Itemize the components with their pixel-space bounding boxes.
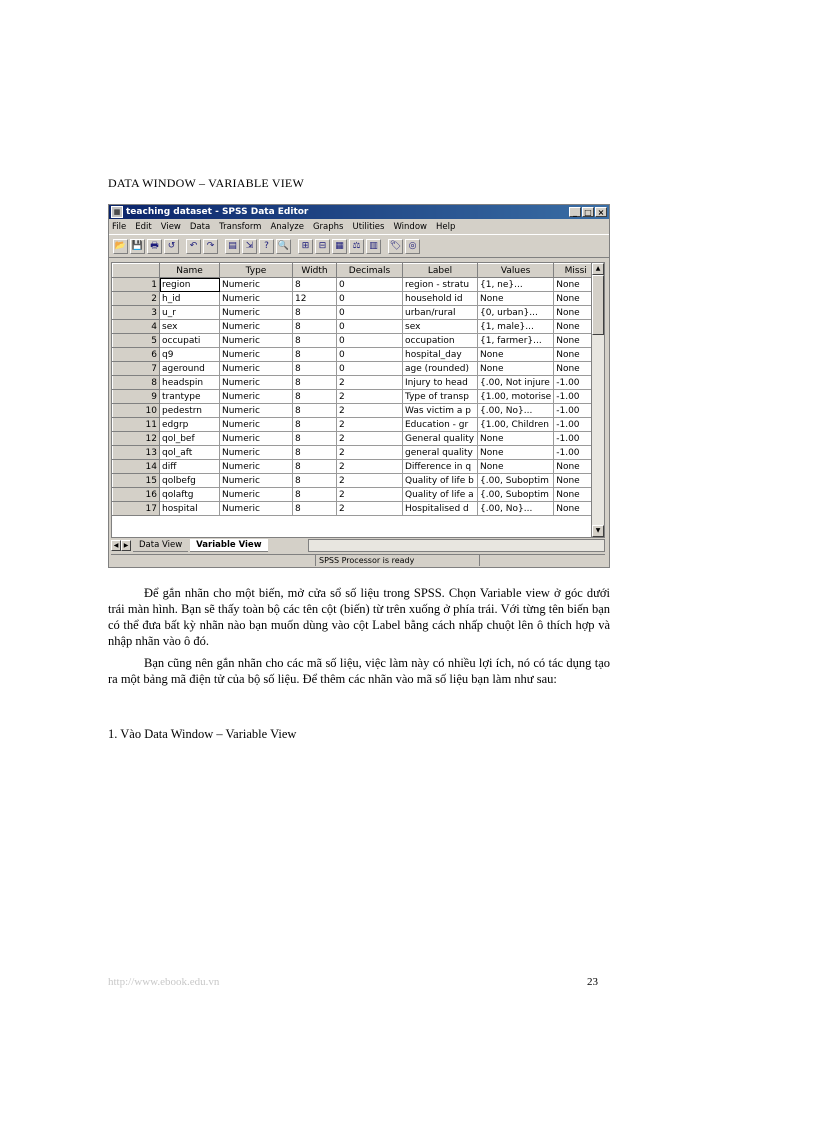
insert-variable-icon[interactable]: ⊟	[315, 239, 330, 254]
row-number[interactable]: 4	[113, 320, 160, 334]
cell-width[interactable]: 8	[293, 306, 337, 320]
cell-name[interactable]: diff	[160, 460, 220, 474]
cell-name[interactable]: qolbefg	[160, 474, 220, 488]
cell-width[interactable]: 8	[293, 404, 337, 418]
menu-edit[interactable]: Edit	[135, 221, 152, 232]
cell-type[interactable]: Numeric	[220, 278, 293, 292]
menubar	[109, 219, 609, 234]
menu-utilities[interactable]: Utilities	[352, 221, 385, 232]
menu-graphs[interactable]: Graphs	[312, 221, 344, 232]
cell-missing[interactable]: -1.00	[554, 432, 598, 446]
cell-missing[interactable]: -1.00	[554, 446, 598, 460]
cell-type[interactable]: Numeric	[220, 502, 293, 516]
redo-icon[interactable]: ↷	[203, 239, 218, 254]
tab-variable-view[interactable]: Variable View	[190, 539, 267, 552]
row-number[interactable]: 15	[113, 474, 160, 488]
cell-name[interactable]: edgrp	[160, 418, 220, 432]
column-header-type[interactable]: Type	[220, 264, 293, 278]
cell-values[interactable]: {.00, No}...	[478, 502, 554, 516]
cell-missing[interactable]: None	[554, 474, 598, 488]
cell-type[interactable]: Numeric	[220, 488, 293, 502]
cell-type[interactable]: Numeric	[220, 460, 293, 474]
paragraph-label-codes: Bạn cũng nên gắn nhãn cho các mã số liệu, việc làm này có nhiều lợi ích, nó có tác dụng tạo ra một bảng mã điện tử của bộ số liệu. Để thêm các nhãn vào mã số liệu bạn làm như sau:	[108, 656, 610, 686]
cell-label[interactable]: occupation	[403, 334, 478, 348]
page-number: 23	[587, 976, 598, 988]
table-row	[113, 418, 598, 432]
cell-width[interactable]: 8	[293, 278, 337, 292]
row-number[interactable]: 14	[113, 460, 160, 474]
cell-type[interactable]: Numeric	[220, 432, 293, 446]
cell-missing[interactable]: None	[554, 502, 598, 516]
table-row	[113, 404, 598, 418]
table-row	[113, 474, 598, 488]
use-sets-icon[interactable]: ◎	[405, 239, 420, 254]
cell-decimals[interactable]: 0	[337, 362, 403, 376]
row-number[interactable]: 5	[113, 334, 160, 348]
cell-label[interactable]: General quality	[403, 432, 478, 446]
cell-missing[interactable]: None	[554, 278, 598, 292]
maximize-button[interactable]: □	[582, 207, 594, 217]
cell-label[interactable]: Education - gr	[403, 418, 478, 432]
row-number[interactable]: 16	[113, 488, 160, 502]
tab-prev-icon[interactable]: ◀	[111, 540, 121, 551]
table-row	[113, 362, 598, 376]
cell-type[interactable]: Numeric	[220, 320, 293, 334]
cell-values[interactable]: {.00, No}...	[478, 404, 554, 418]
cell-width[interactable]: 8	[293, 446, 337, 460]
cell-width[interactable]: 8	[293, 348, 337, 362]
cell-type[interactable]: Numeric	[220, 362, 293, 376]
cell-type[interactable]: Numeric	[220, 404, 293, 418]
close-button[interactable]: ×	[595, 207, 607, 217]
minimize-button[interactable]: _	[569, 207, 581, 217]
cell-missing[interactable]: -1.00	[554, 418, 598, 432]
cell-name[interactable]: qol_aft	[160, 446, 220, 460]
undo-icon[interactable]: ↶	[186, 239, 201, 254]
cell-type[interactable]: Numeric	[220, 348, 293, 362]
cell-width[interactable]: 8	[293, 362, 337, 376]
menu-help[interactable]: Help	[435, 221, 456, 232]
cell-label[interactable]: region - stratu	[403, 278, 478, 292]
status-text: SPSS Processor is ready	[315, 555, 480, 566]
menu-window[interactable]: Window	[393, 221, 427, 232]
cell-decimals[interactable]: 0	[337, 320, 403, 334]
select-cases-icon[interactable]: ▥	[366, 239, 381, 254]
row-number[interactable]: 17	[113, 502, 160, 516]
row-number[interactable]: 6	[113, 348, 160, 362]
cell-name[interactable]: headspin	[160, 376, 220, 390]
cell-label[interactable]: age (rounded)	[403, 362, 478, 376]
cell-decimals[interactable]: 0	[337, 348, 403, 362]
variables-icon[interactable]: ?	[259, 239, 274, 254]
open-icon[interactable]: 📂	[113, 239, 128, 254]
cell-label[interactable]: Was victim a p	[403, 404, 478, 418]
cell-type[interactable]: Numeric	[220, 474, 293, 488]
variable-grid	[111, 262, 605, 538]
table-row	[113, 488, 598, 502]
cell-values[interactable]: {1.00, Children	[478, 418, 554, 432]
column-header-label[interactable]: Label	[403, 264, 478, 278]
menu-analyze[interactable]: Analyze	[270, 221, 304, 232]
cell-width[interactable]: 8	[293, 320, 337, 334]
cell-values[interactable]: {.00, Suboptim	[478, 488, 554, 502]
cell-values[interactable]: None	[478, 362, 554, 376]
cell-width[interactable]: 8	[293, 432, 337, 446]
cell-values[interactable]: None	[478, 292, 554, 306]
goto-chart-icon[interactable]: ▤	[225, 239, 240, 254]
table-row	[113, 278, 598, 292]
cell-decimals[interactable]: 2	[337, 446, 403, 460]
cell-label[interactable]: Hospitalised d	[403, 502, 478, 516]
menu-data[interactable]: Data	[189, 221, 211, 232]
cell-type[interactable]: Numeric	[220, 376, 293, 390]
row-number[interactable]: 7	[113, 362, 160, 376]
menu-file[interactable]: File	[112, 221, 127, 232]
cell-name[interactable]: ageround	[160, 362, 220, 376]
spss-data-editor-window	[108, 204, 610, 568]
cell-name[interactable]: sex	[160, 320, 220, 334]
cell-decimals[interactable]: 2	[337, 404, 403, 418]
goto-case-icon[interactable]: ⇲	[242, 239, 257, 254]
cell-label[interactable]: household id	[403, 292, 478, 306]
table-row	[113, 320, 598, 334]
cell-name[interactable]: h_id	[160, 292, 220, 306]
column-header-corner	[113, 264, 160, 278]
table-row	[113, 446, 598, 460]
step-1: 1. Vào Data Window – Variable View	[108, 727, 297, 741]
cell-type[interactable]: Numeric	[220, 306, 293, 320]
column-header-values[interactable]: Values	[478, 264, 554, 278]
cell-values[interactable]: None	[478, 348, 554, 362]
scroll-down-icon[interactable]: ▼	[592, 525, 604, 537]
cell-decimals[interactable]: 2	[337, 502, 403, 516]
cell-values[interactable]: {1.00, motorise	[478, 390, 554, 404]
cell-label[interactable]: urban/rural	[403, 306, 478, 320]
row-number[interactable]: 13	[113, 446, 160, 460]
table-row	[113, 348, 598, 362]
cell-label[interactable]: sex	[403, 320, 478, 334]
cell-decimals[interactable]: 2	[337, 376, 403, 390]
cell-decimals[interactable]: 0	[337, 292, 403, 306]
cell-missing[interactable]: None	[554, 334, 598, 348]
cell-name[interactable]: qolaftg	[160, 488, 220, 502]
status-bar	[111, 554, 605, 566]
cell-values[interactable]: {0, urban}...	[478, 306, 554, 320]
table-row	[113, 306, 598, 320]
row-number[interactable]: 10	[113, 404, 160, 418]
cell-decimals[interactable]: 0	[337, 334, 403, 348]
vertical-scrollbar[interactable]	[591, 263, 604, 537]
section-heading: DATA WINDOW – VARIABLE VIEW	[108, 176, 304, 190]
row-number[interactable]: 8	[113, 376, 160, 390]
cell-name[interactable]: q9	[160, 348, 220, 362]
window-titlebar[interactable]	[109, 205, 609, 219]
toolbar	[109, 234, 609, 258]
cell-missing[interactable]: None	[554, 460, 598, 474]
cell-decimals[interactable]: 0	[337, 278, 403, 292]
table-row	[113, 432, 598, 446]
cell-decimals[interactable]: 2	[337, 432, 403, 446]
window-title: teaching dataset - SPSS Data Editor	[126, 207, 309, 217]
menu-view[interactable]: View	[160, 221, 181, 232]
cell-width[interactable]: 8	[293, 334, 337, 348]
cell-missing[interactable]: -1.00	[554, 390, 598, 404]
scroll-up-icon[interactable]: ▲	[592, 263, 604, 275]
cell-decimals[interactable]: 2	[337, 418, 403, 432]
footer-url: http://www.ebook.edu.vn	[108, 976, 220, 988]
save-icon[interactable]: 💾	[130, 239, 145, 254]
cell-type[interactable]: Numeric	[220, 390, 293, 404]
cell-name[interactable]: hospital	[160, 502, 220, 516]
value-labels-icon[interactable]: 🏷	[388, 239, 403, 254]
split-file-icon[interactable]: ▦	[332, 239, 347, 254]
paragraph-label-variables: Để gắn nhãn cho một biến, mở cửa sổ số liệu trong SPSS. Chọn Variable view ở góc dưới trái màn hình. Bạn sẽ thấy toàn bộ các tên cột (biến) từ trên xuống ở phía trái. Với từng tên biến bạn có thể đưa bất kỳ nhãn nào bạn muốn dùng vào cột Label bằng cách nhấp chuột lên ô thích hợp và nhập nhãn vào ô đó.	[108, 586, 610, 648]
table-row	[113, 502, 598, 516]
cell-width[interactable]: 8	[293, 474, 337, 488]
cell-decimals[interactable]: 2	[337, 390, 403, 404]
row-number[interactable]: 2	[113, 292, 160, 306]
menu-transform[interactable]: Transform	[219, 221, 262, 232]
cell-label[interactable]: hospital_day	[403, 348, 478, 362]
cell-name[interactable]: pedestrn	[160, 404, 220, 418]
cell-missing[interactable]: None	[554, 348, 598, 362]
cell-values[interactable]: None	[478, 432, 554, 446]
cell-values[interactable]: {.00, Not injure	[478, 376, 554, 390]
dialog-recall-icon[interactable]: ↺	[164, 239, 179, 254]
tab-next-icon[interactable]: ▶	[121, 540, 131, 551]
cell-width[interactable]: 8	[293, 488, 337, 502]
insert-case-icon[interactable]: ⊞	[298, 239, 313, 254]
cell-name[interactable]: trantype	[160, 390, 220, 404]
cell-missing[interactable]: None	[554, 320, 598, 334]
tab-data-view[interactable]: Data View	[133, 539, 188, 552]
print-icon[interactable]: 🖶	[147, 239, 162, 254]
cell-label[interactable]: general quality	[403, 446, 478, 460]
cell-name[interactable]: occupati	[160, 334, 220, 348]
cell-name[interactable]: qol_bef	[160, 432, 220, 446]
sheet-tabs-bar	[111, 539, 605, 552]
cell-missing[interactable]: -1.00	[554, 376, 598, 390]
cell-width[interactable]: 8	[293, 390, 337, 404]
row-number[interactable]: 3	[113, 306, 160, 320]
row-number[interactable]: 1	[113, 278, 160, 292]
cell-missing[interactable]: None	[554, 306, 598, 320]
table-row	[113, 390, 598, 404]
cell-values[interactable]: None	[478, 460, 554, 474]
cell-label[interactable]: Difference in q	[403, 460, 478, 474]
table-row	[113, 334, 598, 348]
row-number[interactable]: 9	[113, 390, 160, 404]
cell-missing[interactable]: None	[554, 362, 598, 376]
cell-values[interactable]: {.00, Suboptim	[478, 474, 554, 488]
cell-missing[interactable]: None	[554, 488, 598, 502]
cell-values[interactable]: None	[478, 446, 554, 460]
cell-label[interactable]: Quality of life a	[403, 488, 478, 502]
cell-width[interactable]: 8	[293, 418, 337, 432]
find-icon[interactable]: 🔍	[276, 239, 291, 254]
scroll-thumb[interactable]	[592, 275, 604, 335]
cell-values[interactable]: {1, male}...	[478, 320, 554, 334]
row-number[interactable]: 12	[113, 432, 160, 446]
cell-type[interactable]: Numeric	[220, 446, 293, 460]
column-header-decimals[interactable]: Decimals	[337, 264, 403, 278]
column-header-name[interactable]: Name	[160, 264, 220, 278]
table-row	[113, 376, 598, 390]
column-header-width[interactable]: Width	[293, 264, 337, 278]
cell-label[interactable]: Injury to head	[403, 376, 478, 390]
table-row	[113, 292, 598, 306]
variable-table	[112, 263, 598, 516]
cell-width[interactable]: 8	[293, 376, 337, 390]
cell-width[interactable]: 8	[293, 460, 337, 474]
cell-label[interactable]: Type of transp	[403, 390, 478, 404]
spss-app-icon: ▦	[111, 206, 123, 218]
cell-values[interactable]: {1, ne}...	[478, 278, 554, 292]
cell-label[interactable]: Quality of life b	[403, 474, 478, 488]
cell-name[interactable]: u_r	[160, 306, 220, 320]
row-number[interactable]: 11	[113, 418, 160, 432]
cell-decimals[interactable]: 2	[337, 488, 403, 502]
table-row	[113, 460, 598, 474]
cell-type[interactable]: Numeric	[220, 418, 293, 432]
cell-type[interactable]: Numeric	[220, 334, 293, 348]
cell-width[interactable]: 8	[293, 502, 337, 516]
cell-type[interactable]: Numeric	[220, 292, 293, 306]
cell-decimals[interactable]: 2	[337, 474, 403, 488]
cell-decimals[interactable]: 2	[337, 460, 403, 474]
cell-missing[interactable]: None	[554, 292, 598, 306]
cell-decimals[interactable]: 0	[337, 306, 403, 320]
column-header-missi[interactable]: Missi	[554, 264, 598, 278]
weight-cases-icon[interactable]: ⚖	[349, 239, 364, 254]
cell-values[interactable]: {1, farmer}...	[478, 334, 554, 348]
horizontal-scrollbar[interactable]	[308, 539, 605, 552]
cell-missing[interactable]: -1.00	[554, 404, 598, 418]
cell-width[interactable]: 12	[293, 292, 337, 306]
cell-name[interactable]: region	[160, 278, 220, 292]
